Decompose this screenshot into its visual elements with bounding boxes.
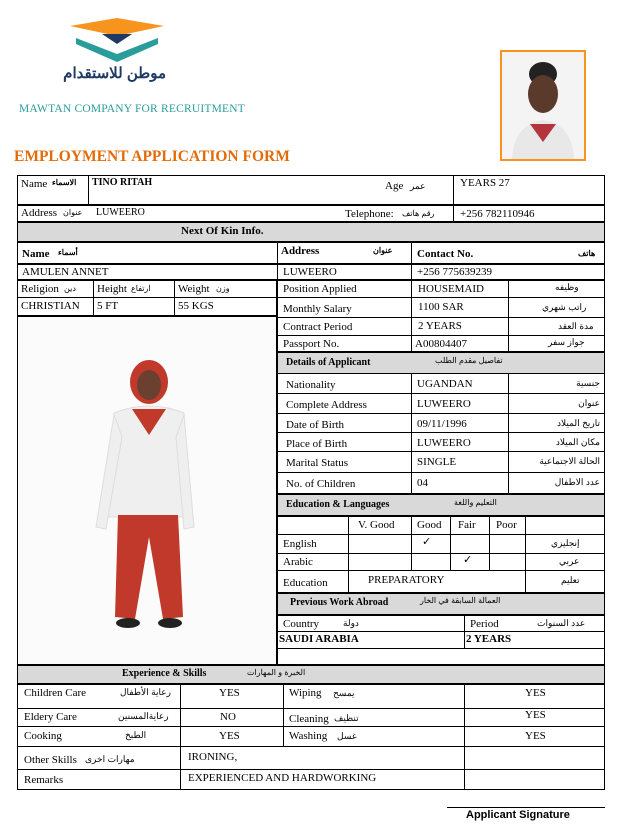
details-row-value: 04 bbox=[417, 477, 428, 489]
name-label-ar: الاسماء bbox=[52, 178, 77, 187]
details-row-label: Date of Birth bbox=[286, 419, 345, 431]
period-label: Period bbox=[470, 618, 499, 630]
details-row-label-ar: مكان الميلاد bbox=[555, 437, 600, 447]
arabic-label-ar: عربي bbox=[559, 556, 580, 566]
details-row-label: Marital Status bbox=[286, 457, 349, 469]
contract-label: Contract Period bbox=[283, 321, 353, 333]
details-row-value: LUWEERO bbox=[417, 398, 471, 410]
age-label-ar: عمر bbox=[410, 181, 426, 191]
details-row-label-ar: عنوان bbox=[578, 398, 600, 408]
salary-label: Monthly Salary bbox=[283, 303, 352, 315]
applicant-full-body-photo bbox=[17, 316, 277, 665]
details-row-label: Place of Birth bbox=[286, 438, 348, 450]
cooking-value: YES bbox=[219, 730, 240, 742]
details-row-label-ar: عدد الاطفال bbox=[554, 477, 600, 487]
details-row-label: Complete Address bbox=[286, 399, 367, 411]
work-abroad-title: Previous Work Abroad bbox=[290, 597, 389, 608]
wiping-label: Wiping bbox=[289, 687, 322, 699]
salary-label-ar: راتب شهري bbox=[542, 302, 587, 312]
logo-arabic-text: موطن للاستقدام bbox=[63, 65, 166, 82]
religion-value: CHRISTIAN bbox=[21, 300, 80, 312]
religion-label: Religion bbox=[21, 283, 59, 295]
religion-label-ar: دين bbox=[64, 284, 76, 293]
details-row-label-ar: الحالة الاجتماعية bbox=[539, 456, 600, 466]
education-label: Education bbox=[283, 577, 328, 589]
passport-label-ar: جواز سفر bbox=[548, 337, 585, 347]
position-label: Position Applied bbox=[283, 283, 357, 295]
name-label: Name bbox=[21, 178, 48, 190]
wiping-label-ar: يمسح bbox=[333, 688, 355, 698]
education-label-ar: تعليم bbox=[561, 575, 580, 585]
remarks-value: EXPERIENCED AND HARDWORKING bbox=[188, 772, 377, 784]
details-title: Details of Applicant bbox=[286, 357, 371, 368]
cleaning-label: Cleaning bbox=[289, 713, 329, 725]
kin-address-label-ar: عنوان bbox=[373, 246, 393, 255]
other-skills-value: IRONING, bbox=[188, 751, 238, 763]
kin-address-label: Address bbox=[281, 245, 320, 257]
children-care-label: Children Care bbox=[24, 687, 87, 699]
cooking-label: Cooking bbox=[24, 730, 62, 742]
details-row-value: 09/11/1996 bbox=[417, 418, 467, 430]
kin-contact: +256 775639239 bbox=[417, 266, 492, 278]
eldery-care-label-ar: رعايةالمسنين bbox=[118, 711, 169, 721]
col-vgood: V. Good bbox=[358, 519, 395, 531]
telephone-label-ar: رقم هاتف bbox=[402, 209, 435, 218]
eldery-care-label: Eldery Care bbox=[24, 711, 77, 723]
weight-value: 55 KGS bbox=[178, 300, 214, 312]
company-name: MAWTAN COMPANY FOR RECRUITMENT bbox=[19, 103, 245, 115]
english-label: English bbox=[283, 538, 317, 550]
remarks-label: Remarks bbox=[24, 774, 64, 786]
address-label-ar: عنوان bbox=[63, 208, 83, 217]
details-row-label: Nationality bbox=[286, 379, 336, 391]
next-of-kin-header bbox=[17, 222, 605, 242]
kin-address: LUWEERO bbox=[283, 266, 337, 278]
eldery-care-value: NO bbox=[220, 711, 236, 723]
kin-contact-label: Contact No. bbox=[417, 248, 474, 260]
details-row-value: LUWEERO bbox=[417, 437, 471, 449]
cleaning-label-ar: تنظيف bbox=[334, 713, 359, 723]
age-label: Age bbox=[385, 180, 404, 192]
weight-label: Weight bbox=[178, 283, 210, 295]
logo-chevron-icon bbox=[62, 16, 172, 66]
wiping-value: YES bbox=[525, 687, 546, 699]
details-row-value: UGANDAN bbox=[417, 378, 473, 390]
period-value: 2 YEARS bbox=[466, 633, 512, 645]
arabic-fair-check-icon: ✓ bbox=[463, 554, 473, 566]
details-row-value: SINGLE bbox=[417, 456, 457, 468]
next-of-kin-title: Next Of Kin Info. bbox=[181, 225, 264, 237]
form-title: EMPLOYMENT APPLICATION FORM bbox=[14, 148, 290, 165]
position-value: HOUSEMAID bbox=[418, 283, 484, 295]
children-care-value: YES bbox=[219, 687, 240, 699]
passport-value: A00804407 bbox=[415, 338, 467, 350]
height-value: 5 FT bbox=[97, 300, 119, 312]
company-logo bbox=[62, 16, 172, 88]
washing-label-ar: غسل bbox=[337, 731, 357, 741]
education-title: Education & Languages bbox=[286, 499, 390, 510]
country-label-ar: دولة bbox=[343, 618, 359, 628]
country-label: Country bbox=[283, 618, 320, 630]
kin-name-label: Name bbox=[22, 248, 50, 260]
salary-value: 1100 SAR bbox=[418, 301, 464, 313]
cooking-label-ar: الطبخ bbox=[125, 730, 147, 740]
passport-label: Passport No. bbox=[283, 338, 340, 350]
work-abroad-title-ar: العمالة السابقة في الخار bbox=[420, 596, 501, 605]
weight-label-ar: وزن bbox=[216, 284, 230, 293]
details-row-label-ar: جنسية bbox=[576, 378, 600, 388]
kin-contact-label-ar: هاتف bbox=[578, 249, 596, 258]
country-value: SAUDI ARABIA bbox=[279, 633, 359, 645]
telephone-label: Telephone: bbox=[345, 208, 394, 220]
cleaning-value: YES bbox=[525, 709, 546, 721]
position-label-ar: وظيفه bbox=[555, 282, 579, 292]
details-title-ar: تفاصيل مقدم الطلب bbox=[435, 356, 503, 365]
address-label: Address bbox=[21, 207, 58, 219]
signature-label: Applicant Signature bbox=[466, 809, 570, 821]
english-good-check-icon: ✓ bbox=[422, 536, 432, 548]
contract-label-ar: مدة العقد bbox=[558, 321, 594, 331]
children-care-label-ar: رعاية الأطفال bbox=[120, 687, 171, 697]
washing-value: YES bbox=[525, 730, 546, 742]
signature-line bbox=[447, 807, 605, 808]
height-label-ar: ارتفاع bbox=[131, 284, 151, 293]
applicant-telephone: +256 782110946 bbox=[460, 208, 535, 220]
arabic-label: Arabic bbox=[283, 556, 313, 568]
age-value: YEARS 27 bbox=[460, 177, 510, 189]
period-label-ar: عدد السنوات bbox=[537, 618, 586, 628]
applicant-address: LUWEERO bbox=[96, 207, 145, 218]
col-good: Good bbox=[417, 519, 442, 531]
details-row-label-ar: تاريخ الميلاد bbox=[557, 418, 600, 428]
skills-title-ar: الخبرة و المهارات bbox=[247, 668, 306, 677]
col-poor: Poor bbox=[496, 519, 517, 531]
contract-value: 2 YEARS bbox=[418, 320, 462, 332]
other-skills-label: Other Skills bbox=[24, 754, 77, 766]
applicant-portrait-photo bbox=[500, 50, 586, 161]
kin-name-label-ar: أسماء bbox=[58, 248, 78, 257]
washing-label: Washing bbox=[289, 730, 328, 742]
english-label-ar: إنجليزي bbox=[551, 538, 580, 548]
other-skills-label-ar: مهارات اخرى bbox=[85, 754, 135, 764]
skills-title: Experience & Skills bbox=[122, 668, 207, 679]
kin-name: AMULEN ANNET bbox=[22, 266, 109, 278]
col-fair: Fair bbox=[458, 519, 476, 531]
details-row-label: No. of Children bbox=[286, 478, 356, 490]
education-title-ar: التعليم واللغة bbox=[454, 498, 497, 507]
applicant-name: TINO RITAH bbox=[92, 177, 153, 188]
height-label: Height bbox=[97, 283, 127, 295]
skills-header bbox=[17, 665, 605, 684]
education-value: PREPARATORY bbox=[368, 574, 445, 586]
